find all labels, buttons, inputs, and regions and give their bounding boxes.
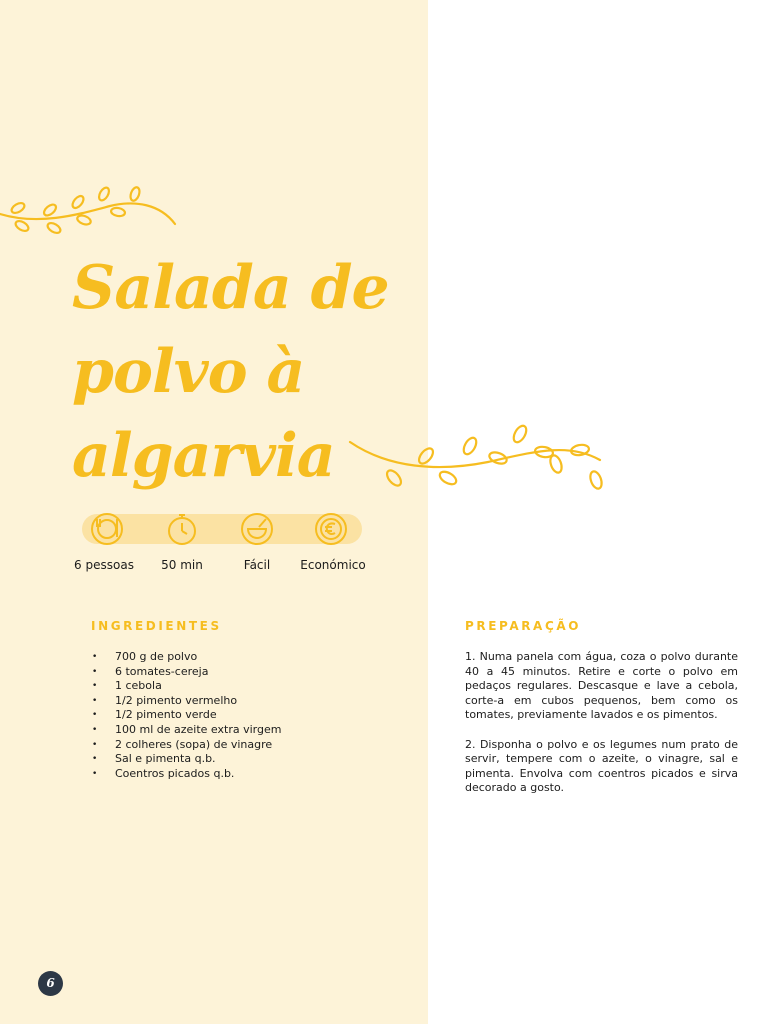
servings-label: 6 pessoas [74, 558, 134, 572]
ingredients-list [92, 650, 281, 781]
ingredients-heading: INGREDIENTES [91, 619, 222, 633]
vine-decoration-bottom [348, 420, 613, 500]
preparation-step: 1. Numa panela com água, coza o polvo durante 40 a 45 minutos. Retire e corte o polvo em pedaços regulares. Descasque e lave a cebola, corte-a em cubos pequenos, bem como os tomates, previamente lavados e os pimentos. [465, 650, 738, 722]
page-number-badge: 6 [38, 971, 63, 996]
preparation-heading: PREPARAÇÃO [465, 619, 582, 633]
difficulty-label: Fácil [243, 558, 271, 572]
title-line-2: polvo à [72, 337, 305, 407]
title-line-3: algarvia [72, 421, 335, 491]
ingredient-item: • 1 cebola [92, 679, 281, 694]
title-line-1: Salada de [72, 253, 389, 323]
euro-coin-icon [313, 511, 349, 547]
ingredient-item: • 700 g de polvo [92, 650, 281, 665]
vine-decoration-top [0, 186, 180, 246]
mortar-icon [239, 511, 275, 547]
ingredient-item: • Coentros picados q.b. [92, 767, 281, 782]
ingredient-item: • 6 tomates-cereja [92, 665, 281, 680]
ingredient-item: • 100 ml de azeite extra virgem [92, 723, 281, 738]
cost-label: Económico [300, 558, 366, 572]
preparation-text [465, 650, 738, 811]
stopwatch-icon [164, 511, 200, 547]
time-label: 50 min [161, 558, 203, 572]
ingredient-item: • Sal e pimenta q.b. [92, 752, 281, 767]
preparation-step: 2. Disponha o polvo e os legumes num prato de servir, tempere com o azeite, o vinagre, sal e pimenta. Envolva com coentros picados e sirva decorado a gosto. [465, 737, 738, 795]
ingredient-item: • 2 colheres (sopa) de vinagre [92, 738, 281, 753]
plate-icon [89, 511, 125, 547]
ingredient-item: • 1/2 pimento verde [92, 708, 281, 723]
ingredient-item: • 1/2 pimento vermelho [92, 694, 281, 709]
